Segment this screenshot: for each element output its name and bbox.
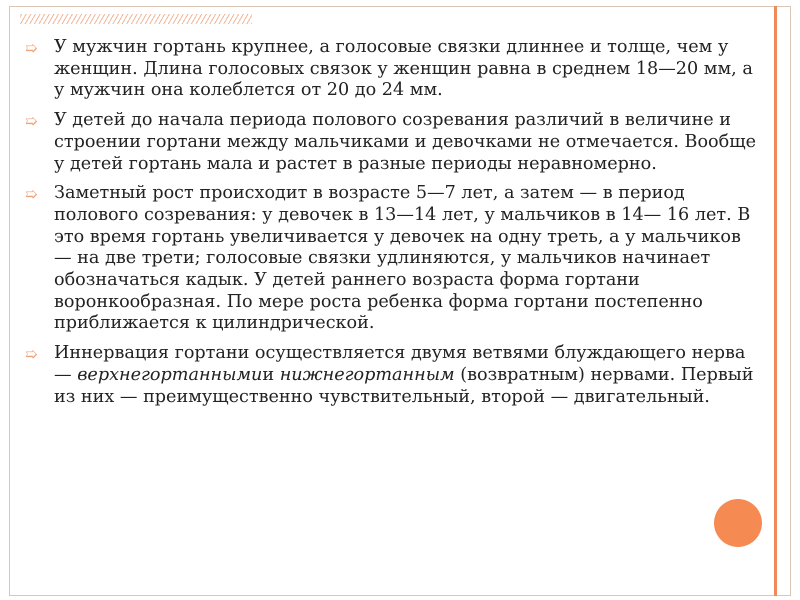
bullet-item xyxy=(25,183,760,335)
bullet-item xyxy=(25,343,760,408)
bullet-text xyxy=(54,343,754,406)
right-accent-stripe xyxy=(774,6,777,596)
hatched-decoration xyxy=(20,14,252,24)
bullet-arrow-icon: ➯ xyxy=(25,345,38,364)
bullet-text-part: и xyxy=(262,364,280,385)
orange-circle-decoration xyxy=(714,499,762,547)
italic-term-inferior-laryngeal: нижнегортанным xyxy=(279,364,455,385)
bullet-item xyxy=(25,37,760,102)
bullet-text-part: (возвратным) нервами. Первый из них — преимущественно чувствительный, второй — двигательный. xyxy=(54,364,754,407)
bullet-text: Заметный рост происходит в возрасте 5—7 лет, а затем — в период полового созревания: у девочек в 13—14 лет, у мальчиков в 14— 16 лет. В это время гортань увеличивается у девочек на одну треть, а у мальчиков — на две трети; голосовые связки удлиняются, у мальчиков начинает обозначаться кадык. У детей раннего возраста форма гортани воронкообразная. По мере роста ребенка форма гортани постепенно приближается к цилиндрической. xyxy=(54,183,751,334)
bullet-text-part: Иннервация гортани осуществляется двумя ветвями блуждающего нерва xyxy=(54,343,746,364)
italic-term-superior-laryngeal: верхнегортанными xyxy=(77,364,263,385)
slide-content xyxy=(25,37,760,416)
bullet-arrow-icon: ➯ xyxy=(25,112,38,131)
bullet-text-part: — xyxy=(54,364,78,385)
bullet-arrow-icon: ➯ xyxy=(25,185,38,204)
bullet-text: У детей до начала периода полового созревания различий в величине и строении гортани между мальчиками и девочками не отмечается. Вообще у детей гортань мала и растет в разные периоды неравномерно. xyxy=(54,110,757,174)
bullet-text: У мужчин гортань крупнее, а голосовые связки длиннее и толще, чем у женщин. Длина голосовых связок у женщин равна в среднем 18—20 мм, а у мужчин она колеблется от 20 до 24 мм. xyxy=(54,37,753,101)
bullet-arrow-icon: ➯ xyxy=(25,39,38,57)
bullet-item xyxy=(25,110,760,175)
